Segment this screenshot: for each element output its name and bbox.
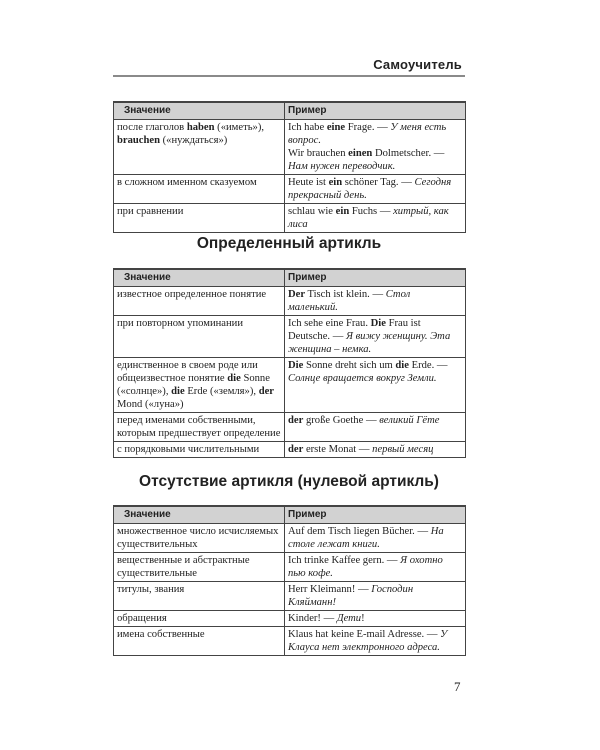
meaning-cell xyxy=(114,175,285,204)
text-fragment: («иметь»), xyxy=(214,122,265,133)
column-header-example: Пример xyxy=(285,102,466,120)
text-fragment: с порядковыми числительными xyxy=(117,444,260,455)
bold-text: einen xyxy=(348,148,373,159)
italic-translation: великий Гёте xyxy=(379,415,440,426)
example-cell xyxy=(285,287,466,316)
text-fragment: после глаголов xyxy=(117,122,187,133)
text-fragment: Heute ist xyxy=(288,177,329,188)
table-header-row xyxy=(114,102,466,120)
text-fragment: титулы, звания xyxy=(117,584,185,595)
italic-translation: Нам нужен переводчик. xyxy=(288,161,396,172)
text-fragment: Ich sehe eine Frau. xyxy=(288,318,371,329)
bold-text: der xyxy=(258,386,274,397)
example-cell xyxy=(285,553,466,582)
text-fragment: имена собственные xyxy=(117,629,205,640)
table-row xyxy=(114,204,466,233)
meaning-cell xyxy=(114,524,285,553)
bold-text: eine xyxy=(326,122,346,133)
page-number: 7 xyxy=(454,679,461,694)
meaning-cell xyxy=(114,287,285,316)
bold-text: brauchen xyxy=(117,135,160,146)
table-row xyxy=(114,287,466,316)
table-row xyxy=(114,358,466,413)
column-header-meaning: Значение xyxy=(114,506,285,524)
example-cell xyxy=(285,524,466,553)
bold-text: haben xyxy=(186,122,215,133)
text-fragment: Mond («луна») xyxy=(117,399,184,410)
italic-translation: хитрый, как лиса xyxy=(288,206,449,230)
meaning-cell xyxy=(114,358,285,413)
example-cell xyxy=(285,175,466,204)
text-fragment: erste Monat — xyxy=(303,444,373,455)
text-fragment: schlau wie xyxy=(288,206,336,217)
column-header-example: Пример xyxy=(285,506,466,524)
example-cell xyxy=(285,204,466,233)
table-row xyxy=(114,442,466,458)
table-row xyxy=(114,120,466,175)
example-cell xyxy=(285,413,466,442)
text-fragment: вещественные и абстрактные существительные xyxy=(117,555,250,579)
text-fragment: Herr Kleimann! — xyxy=(288,584,372,595)
text-fragment: Kinder! — xyxy=(288,613,337,624)
bold-text: der xyxy=(288,444,304,455)
text-fragment: Sonne («солнце»), xyxy=(117,373,270,397)
bold-text: die xyxy=(227,373,241,384)
meaning-cell xyxy=(114,582,285,611)
example-cell xyxy=(285,627,466,656)
table-row xyxy=(114,553,466,582)
table-row xyxy=(114,627,466,656)
meaning-cell xyxy=(114,316,285,358)
definite-article-table xyxy=(113,268,466,458)
text-fragment: Ich trinke Kaffee gern. — xyxy=(288,555,401,566)
table-row xyxy=(114,524,466,553)
text-fragment: Wir brauchen xyxy=(288,148,349,159)
bold-text: Die xyxy=(288,360,304,371)
text-fragment: известное определенное понятие xyxy=(117,289,267,300)
meaning-cell xyxy=(114,553,285,582)
italic-translation: Стол маленький. xyxy=(288,289,411,313)
section-title-zero-article: Отсутствие артикля (нулевой артикль) xyxy=(139,473,439,490)
italic-translation: первый месяц xyxy=(372,444,434,455)
text-fragment: при повторном упоминании xyxy=(117,318,244,329)
text-fragment: («нуждаться») xyxy=(159,135,228,146)
example-cell xyxy=(285,611,466,627)
column-header-example: Пример xyxy=(285,269,466,287)
meaning-cell xyxy=(114,627,285,656)
italic-translation: У меня есть вопрос. xyxy=(288,122,447,146)
table-header-row xyxy=(114,269,466,287)
bold-text: Der xyxy=(288,289,306,300)
indefinite-article-table xyxy=(113,101,466,233)
italic-translation: Я охотно пью кофе. xyxy=(288,555,443,579)
text-fragment: Tisch ist klein. — xyxy=(305,289,386,300)
text-fragment: обращения xyxy=(117,613,167,624)
meaning-cell xyxy=(114,442,285,458)
bold-text: die xyxy=(395,360,409,371)
text-fragment: единственное в своем роде или общеизвестное понятие xyxy=(117,360,258,384)
text-fragment: перед именами собственными, которым предшествует определение xyxy=(117,415,281,439)
italic-translation: Я вижу женщину. Эта женщина – немка. xyxy=(288,331,451,355)
italic-translation: Дети xyxy=(336,613,362,624)
meaning-cell xyxy=(114,120,285,175)
table-row xyxy=(114,413,466,442)
text-fragment: Dolmetscher. — xyxy=(372,148,445,159)
bold-text: die xyxy=(171,386,185,397)
italic-translation: Сегодня прекрасный день. xyxy=(288,177,452,201)
text-fragment: Sonne dreht sich um xyxy=(303,360,396,371)
bold-text: ein xyxy=(328,177,343,188)
text-fragment: Frage. — xyxy=(345,122,391,133)
text-fragment: Frau ist Deutsche. — xyxy=(288,318,421,342)
zero-article-table xyxy=(113,505,466,656)
example-cell xyxy=(285,582,466,611)
column-header-meaning: Значение xyxy=(114,269,285,287)
example-cell xyxy=(285,442,466,458)
table-row xyxy=(114,582,466,611)
meaning-cell xyxy=(114,611,285,627)
italic-translation: У Клауса нет электронного адреса. xyxy=(288,629,448,653)
table-row xyxy=(114,175,466,204)
italic-translation: Господин Кляйманн! xyxy=(288,584,414,608)
text-fragment: Fuchs — xyxy=(349,206,394,217)
text-fragment: ! xyxy=(361,613,365,624)
header-rule xyxy=(113,75,465,77)
example-cell xyxy=(285,316,466,358)
text-fragment: Erde. — xyxy=(408,360,448,371)
bold-text: der xyxy=(288,415,304,426)
text-fragment: schöner Tag. — xyxy=(342,177,415,188)
bold-text: Die xyxy=(370,318,386,329)
table-header-row xyxy=(114,506,466,524)
text-fragment: Klaus hat keine E-mail Adresse. — xyxy=(288,629,441,640)
running-header-title: Самоучитель xyxy=(373,57,462,72)
table-row xyxy=(114,611,466,627)
text-fragment: при сравнении xyxy=(117,206,184,217)
italic-translation: На столе лежат книги. xyxy=(288,526,444,550)
text-fragment: Erde («земля»), xyxy=(184,386,259,397)
text-fragment: große Goethe — xyxy=(303,415,380,426)
text-fragment: в сложном именном сказуемом xyxy=(117,177,257,188)
text-fragment: множественное число исчисляемых существительных xyxy=(117,526,279,550)
meaning-cell xyxy=(114,204,285,233)
text-fragment: Ich habe xyxy=(288,122,327,133)
meaning-cell xyxy=(114,413,285,442)
text-fragment: Auf dem Tisch liegen Bücher. — xyxy=(288,526,431,537)
column-header-meaning: Значение xyxy=(114,102,285,120)
table-row xyxy=(114,316,466,358)
section-title-definite-article: Определенный артикль xyxy=(196,235,382,252)
example-cell xyxy=(285,120,466,175)
example-cell xyxy=(285,358,466,413)
italic-translation: Солнце вращается вокруг Земли. xyxy=(288,373,437,384)
bold-text: ein xyxy=(335,206,350,217)
